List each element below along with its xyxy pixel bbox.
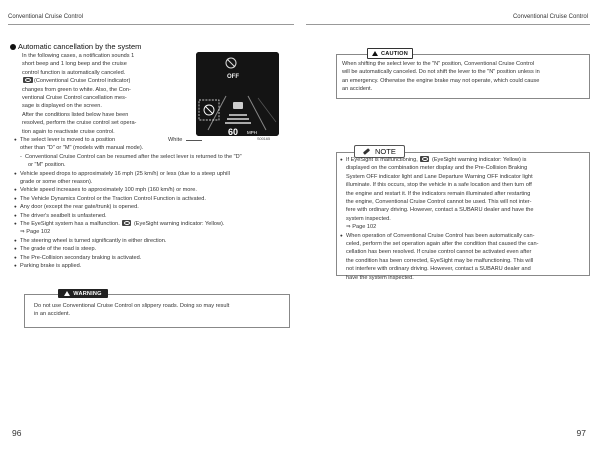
intro-line: resolved, perform the cruise control set opera- — [22, 120, 137, 127]
caution-badge: CAUTION — [367, 48, 413, 59]
note-item-line: cellation has been resolved. If cruise control cannot be activated even after — [346, 249, 532, 256]
left-header-rule — [8, 24, 294, 25]
caution-line: an emergency. Otherwise the engine brake may not operate, which could cause — [342, 77, 540, 84]
right-page-number: 97 — [576, 428, 586, 438]
caution-text — [342, 60, 588, 94]
warning-line: in an accident. — [34, 311, 71, 318]
caution-line: an accident. — [342, 86, 373, 93]
section-bullet-icon — [10, 44, 16, 50]
cruise-control-indicator-icon — [23, 77, 33, 83]
note-item: ● If EyeSight is malfunctioning, (EyeSight warning indicator: Yellow) is — [340, 156, 539, 164]
caution-line: will be automatically canceled. Do not shift the lever to the "N" position unless in — [342, 69, 540, 76]
intro-line: control function is automatically canceled. — [22, 69, 126, 76]
off-label: OFF — [227, 74, 239, 80]
note-item-line: the condition has been corrected, EyeSight may be malfunctioning. This will — [346, 257, 534, 264]
note-item-line: the engine, Conventional Cruise Control cannot be used. This will not inter- — [346, 199, 532, 206]
caution-line: When shifting the select lever to the "N" position, Conventional Cruise Control — [342, 61, 535, 67]
intro-line: ventional Cruise Control cancellation mes- — [22, 95, 127, 102]
note-item-line: System OFF indicator light and Lane Departure Warning OFF indicator light — [346, 173, 533, 180]
list-item-continuation: grade or some other reason). — [20, 179, 93, 186]
right-running-header: Conventional Cruise Control — [512, 14, 588, 20]
intro-line: sage is displayed on the screen. — [22, 103, 102, 110]
section-title — [10, 42, 141, 51]
list-item: ● The Pre-Collision secondary braking is activated. — [14, 254, 242, 262]
note-item-line: fere with ordinary driving. However, contact a SUBARU dealer and have the — [346, 207, 534, 214]
note-item-line: not interfere with ordinary driving. However, contact a SUBARU dealer and — [346, 266, 531, 273]
vehicle-ahead-icon — [233, 102, 243, 109]
note-item-line: the engine and restart it. If the indicators remain illuminated after restarting — [346, 190, 531, 197]
figure-code: S00165 — [257, 137, 271, 141]
note-item-line: system inspected. — [346, 215, 391, 222]
page-reference: ⇒ Page 102 — [20, 229, 51, 236]
intro-line-with-icon: (Conventional Cruise Control indicator) — [22, 77, 172, 85]
page-reference: ⇒ Page 102 — [346, 224, 377, 231]
note-list — [340, 156, 539, 282]
caution-triangle-icon — [372, 51, 378, 56]
speed-unit: MPH — [247, 130, 257, 135]
meter-display-illustration — [196, 52, 279, 136]
list-item-continuation: or "M" position. — [28, 162, 66, 169]
list-item: ● The steering wheel is turned significantly in either direction. — [14, 237, 242, 245]
meter-display-figure — [196, 52, 279, 136]
warning-badge: WARNING — [58, 289, 108, 298]
list-item: ● The EyeSight system has a malfunction. (EyeSight warning indicator: Yellow). — [14, 220, 242, 228]
intro-line: changes from green to white. Also, the Con- — [22, 86, 131, 93]
list-item: ● The select lever is moved to a position — [14, 136, 242, 144]
warning-text — [34, 302, 284, 319]
note-item-line: have the system inspected. — [346, 274, 414, 281]
list-item: ● Any door (except the rear gate/trunk) is opened. — [14, 203, 242, 211]
list-item-continuation: other than "D" or "M" (models with manual mode). — [20, 145, 144, 152]
list-item: ● The Vehicle Dynamics Control or the Traction Control Function is activated. — [14, 195, 242, 203]
note-badge: NOTE — [354, 145, 405, 158]
note-item-line: celed, perform the set operation again after the condition that caused the can- — [346, 241, 539, 248]
list-item: ● Parking brake is applied. — [14, 262, 242, 270]
note-item-line: displayed on the combination meter display and the Pre-Collision Braking — [346, 165, 528, 172]
list-item: ● The driver's seatbelt is unfastened. — [14, 212, 242, 220]
warning-triangle-icon — [64, 291, 70, 296]
intro-paragraph — [22, 52, 172, 136]
speed-value: 60 — [228, 127, 239, 136]
eyesight-warning-icon — [122, 220, 131, 226]
intro-line: tion again to reactivate cruise control. — [22, 128, 115, 135]
note-item: ● When operation of Conventional Cruise Control has been automatically can- — [340, 232, 539, 240]
intro-line: short beep and 1 long beep and the cruise — [22, 61, 127, 68]
list-sub-item: - Conventional Cruise Control can be resumed after the select lever is returned to the "D" — [14, 153, 242, 161]
left-running-header: Conventional Cruise Control — [8, 14, 84, 20]
right-page — [300, 0, 600, 450]
cancellation-conditions-list — [14, 136, 242, 271]
eyesight-warning-icon — [420, 156, 429, 162]
intro-line: In the following cases, a notification sounds 1 — [22, 53, 135, 59]
list-item: ● The grade of the road is steep. — [14, 245, 242, 253]
warning-line: Do not use Conventional Cruise Control on slippery roads. Doing so may result — [34, 303, 230, 309]
list-item: ● Vehicle speed drops to approximately 16 mph (25 km/h) or less (due to a steep uphill — [14, 170, 242, 178]
section-title-text: Automatic cancellation by the system — [18, 42, 142, 51]
white-callout-label: White — [168, 137, 183, 143]
left-page-number: 96 — [12, 428, 22, 438]
note-item-line: illuminate. If this occurs, stop the vehicle in a safe location and then turn off — [346, 182, 532, 189]
pencil-icon — [363, 148, 370, 155]
intro-line: After the conditions listed below have been — [22, 111, 129, 118]
list-item: ● Vehicle speed increases to approximately 100 mph (160 km/h) or more. — [14, 186, 242, 194]
right-header-rule — [306, 24, 590, 25]
